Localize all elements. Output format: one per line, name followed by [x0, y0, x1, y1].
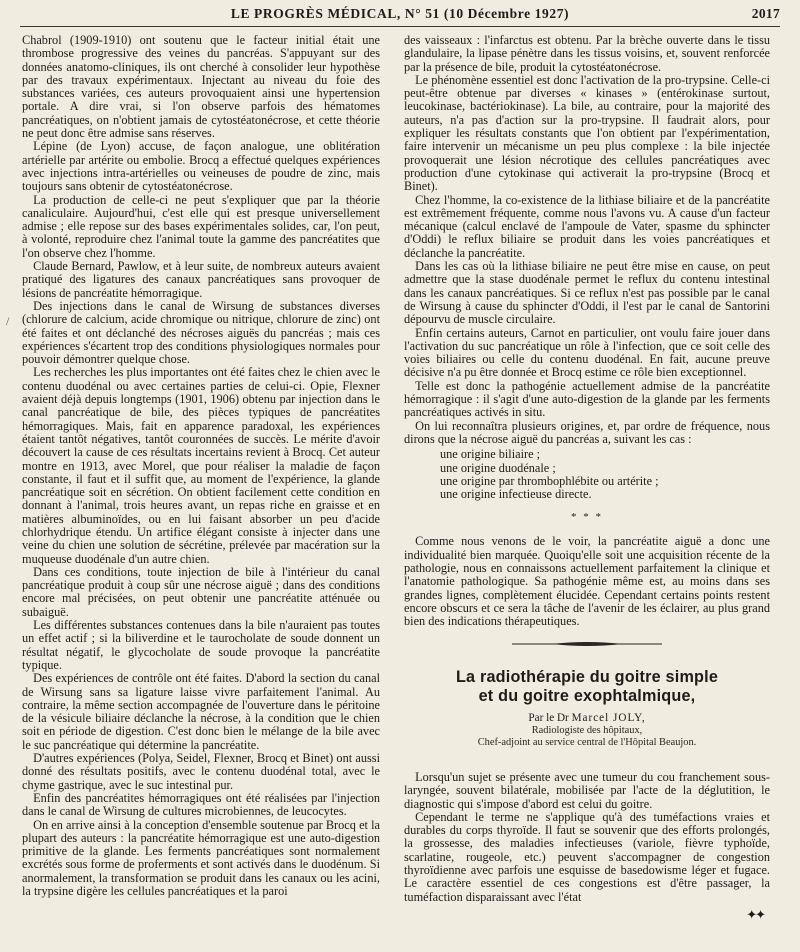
left-paragraph: La production de celle-ci ne peut s'expliquer que par la théorie canaliculaire. Aujourd'hui, c'est elle qui est presque universellement admise ; elle repose sur des bases expérimentales solides, car, l'on peut, à volonté, reproduire chez l'animal toute la gamme des pancréatites que l'on observe chez l'homme.	[22, 192, 380, 260]
left-paragraph: On en arrive ainsi à la conception d'ensemble soutenue par Brocq et la plupart des auteurs : la pancréatite hémorragique est une auto-digestion primitive de la glande. Les ferments pancréatiques sont normalement excrétés sous forme de proferments et sont activés dans le duodénum. Si anormalement, la transformation se produit dans les canaux ou les acini, la trypsine digère les cellules pancréatiques et la paroi	[22, 817, 380, 898]
article-body	[404, 771, 770, 904]
article-title	[404, 668, 770, 706]
continuation-mark-icon: ✦✦	[746, 906, 764, 922]
byline	[404, 712, 770, 725]
article-title-line: et du goitre exophtalmique,	[478, 687, 696, 706]
left-paragraph: Des injections dans le canal de Wirsung de substances diverses (chlorure de calcium, acide chromique ou nitrique, chlorure de zinc) ont été faites et ont déclanché des nécroses aiguës du pancréas ; mais ces expériences s'écartent trop des conditions physiologiques normales pour pouvoir démontrer quelque chose.	[22, 298, 380, 367]
left-paragraph: Chabrol (1909-1910) ont soutenu que le facteur initial était une thrombose progressive des veines du pancréas. S'appuyant sur des données anatomo-cliniques, ils ont cherché à consolider leur hypothèse par des travaux expérimentaux. Injectant au niveau du foie des substances variées, ces auteurs provoquaient ainsi une hypertension portale. A dire vrai, si l'on observe parfois des hématomes pancréatiques, on n'obtient jamais de cytostéatonécrose, et cette théorie ne peut donc être admise sans réserves.	[22, 34, 380, 141]
left-paragraph: Lépine (de Lyon) accuse, de façon analogue, une oblitération artérielle par artérite ou embolie. Brocq a effectué quelques expériences avec injections intra-artérielles ou veineuses de poudre de zinc, mais toujours sans obtenir de cytostéatonécrose.	[22, 139, 380, 194]
right-paragraph: Chez l'homme, la co-existence de la lithiase biliaire et de la pancréatite est extrêmement fréquente, comme nous l'avons vu. A cause d'un facteur mécanique (calcul enclavé de l'ampoule de Vater, spasme du sphincter d'Oddi) le reflux biliaire se produit dans les voies pancréatiques et déclanche la pancréatite.	[404, 192, 770, 260]
author-affiliation-1: Radiologiste des hôpitaux,	[531, 724, 643, 736]
left-paragraph: D'autres expériences (Polya, Seidel, Flexner, Brocq et Binet) ont aussi donné des résultats positifs, avec le contenu duodénal total, avec le chyme gastrique, avec le suc intestinal pur.	[22, 751, 380, 792]
margin-mark: /	[6, 314, 10, 328]
left-paragraph: Des expériences de contrôle ont été faites. D'abord la section du canal de Wirsung sans sa ligature laisse vivre parfaitement l'animal. Au contraire, la même section accompagnée de l'ouverture dans le péritoine de la vésicule biliaire déclanche la nécrose, à la condition que le chien soit en période de digestion. C'est donc bien le mélange de la bile avec le suc pancréatique qui détermine la pancréatite.	[22, 671, 380, 752]
left-paragraph: Dans ces conditions, toute injection de bile à l'intérieur du canal pancréatique produit à coup sûr une nécrose aiguë ; dans des conditions encore mal précisées, on peut obtenir une pancréatite atténuée ou subaiguë.	[22, 564, 380, 619]
origin-item: une origine par thrombophlébite ou artérite ;	[440, 473, 659, 488]
right-column	[404, 34, 770, 944]
left-paragraph: Enfin des pancréatites hémorragiques ont été réalisées par l'injection dans le canal de Wirsung de cultures microbiennes, de leucocytes.	[22, 790, 380, 819]
journal-title: LE PROGRÈS MÉDICAL, N° 51 (10 Décembre 1927)	[230, 6, 570, 21]
right-paragraph: Enfin certains auteurs, Carnot en particulier, ont voulu faire jouer dans l'activation du suc pancréatique un rôle à l'infection, que ce soit celle des voies biliaires ou celle du contenu duodénal. En fait, aucune preuve décisive n'a pu être donnée et Brocq estime ce rôle bien exceptionnel.	[404, 325, 770, 380]
right-paragraph: Telle est donc la pathogénie actuellement admise de la pancréatite hémorragique : il s'agit d'une auto-digestion de la glande par les ferments pancréatiques activés in situ.	[404, 378, 770, 420]
author-name: Marcel JOLY,	[571, 712, 646, 725]
right-paragraph: On lui reconnaîtra plusieurs origines, et, par ordre de fréquence, nous dirons que la nécrose aiguë du pancréas a, suivant les cas :	[404, 418, 770, 446]
running-head	[20, 4, 780, 27]
page-number: 2017	[751, 6, 780, 21]
article-paragraph: Lorsqu'un sujet se présente avec une tumeur du cou franchement sous-laryngée, souvent bilatérale, mobilisée par l'acte de la déglutition, le diagnostic qui s'impose d'abord est celui du goitre.	[404, 769, 770, 811]
left-column	[22, 34, 380, 944]
origin-item: une origine duodénale ;	[440, 460, 556, 475]
origin-item: une origine biliaire ;	[440, 447, 541, 462]
left-paragraph: Les recherches les plus importantes ont été faites chez le chien avec le contenu duodénal ou avec certaines parties de celui-ci. Opie, Flexner avaient déjà depuis longtemps (1901, 1906) obtenu par injection dans le canal pancréatique de bile, des pièces typiques de pancréatites hémorragiques. Mais, fait en apparence paradoxal, les expériences étaient tantôt négatives, tantôt couronnées de succès. Le mérite d'avoir découvert la cause de ces résultats incertains revient à Brocq. Cet auteur montre en 1913, avec Morel, que pour réaliser la maladie de façon constante, il faut et il suffit que, au moment de l'expérience, la glande pancréatique soit en sécrétion. On obtient facilement cette condition en donnant à l'animal, trois heures avant, un repas riche en graisse et en matières albuminoïdes, ou en lui faisant absorber un peu d'acide chlorhydrique étendu. Un artifice élégant consiste à injecter dans une veine du chien une solution de sécrétine, prélevée par macération sur la muqueuse duodénale d'un autre chien.	[22, 365, 380, 566]
section-asterism: * * *	[571, 511, 603, 524]
right-paragraph: Le phénomène essentiel est donc l'activation de la pro-trypsine. Celle-ci peut-être obtenue par diverses « kinases » (entérokinase surtout, leucokinase, bactériokinase). La bile, au contraire, pour la majorité des auteurs, n'a pas d'action sur la pro-trypsine. Il faudrait alors, pour expliquer les résultats constants que l'on obtient par l'expérimentation, faire intervenir un mécanisme un peu plus complexe : la bile injectée provoquerait une lésion nécrotique des cellules pancréatiques avec production d'une cytokinase qui activerait la pro-trypsine (Brocq et Binet).	[404, 72, 770, 194]
right-paragraph: Dans les cas où la lithiase biliaire ne peut être mise en cause, on peut admettre que la stase duodénale permet le reflux du contenu intestinal dans les canaux pancréatiques. Si ce reflux n'est pas possible par le canal de Wirsung à cause du sphincter d'Oddi, il l'est par le canal de Santorini dépourvu de muscle circulaire.	[404, 259, 770, 327]
article-paragraph: Cependant le terme ne s'applique qu'à des tuméfactions vraies et durables du corps thyroïde. Il faut se souvenir que des efforts prolongés, la grossesse, des maladies infectieuses (variole, fièvre typhoïde, scarlatine, rougeole, etc.) peuvent s'accompagner de congestion thyroïdienne avec parfois une esquisse de basedowisme léger et fugace. Le caractère essentiel de ces congestions est d'être passager, la tuméfaction disparaissant avec l'état	[404, 809, 770, 904]
origin-item: une origine infectieuse directe.	[440, 487, 592, 502]
left-paragraph: Les différentes substances contenues dans la bile n'auraient pas toutes un effet actif ; si la biliverdine et le taurocholate de soude donnent un résultat négatif, le glycocholate de soude provoque la pancréatite typique.	[22, 618, 380, 672]
origins-list	[404, 448, 770, 501]
article-title-line: La radiothérapie du goitre simple	[455, 668, 719, 687]
byline-prefix: Par le Dr	[528, 712, 569, 725]
ornamental-rule-icon	[512, 640, 662, 648]
conclusion-paragraph: Comme nous venons de le voir, la pancréatite aiguë a donc une individualité bien marquée. Quoiqu'elle soit une acquisition récente de la pathologie, nous en connaissons actuellement parfaitement la clinique et l'anatomie pathologique. Sa pathogénie même est, au moins dans ses grandes lignes, complètement élucidée. Cependant certains points restent encore obscurs et ce sera la tâche de l'avenir de les éclairer, au plus grand bien des indications thérapeutiques.	[404, 534, 770, 629]
right-paragraph: des vaisseaux : l'infarctus est obtenu. Par la brèche ouverte dans le tissu glandulaire, la lipase pénètre dans les tissus voisins, et, souvent renforcée par la présence de bile, produit la cytostéatonécrose.	[404, 34, 770, 74]
author-affiliation-2: Chef-adjoint au service central de l'Hôpital Beaujon.	[477, 736, 697, 748]
left-paragraph: Claude Bernard, Pawlow, et à leur suite, de nombreux auteurs avaient pratiqué des ligatures des canaux pancréatiques sans provoquer de lésions de pancréatite hémorragique.	[22, 259, 380, 300]
